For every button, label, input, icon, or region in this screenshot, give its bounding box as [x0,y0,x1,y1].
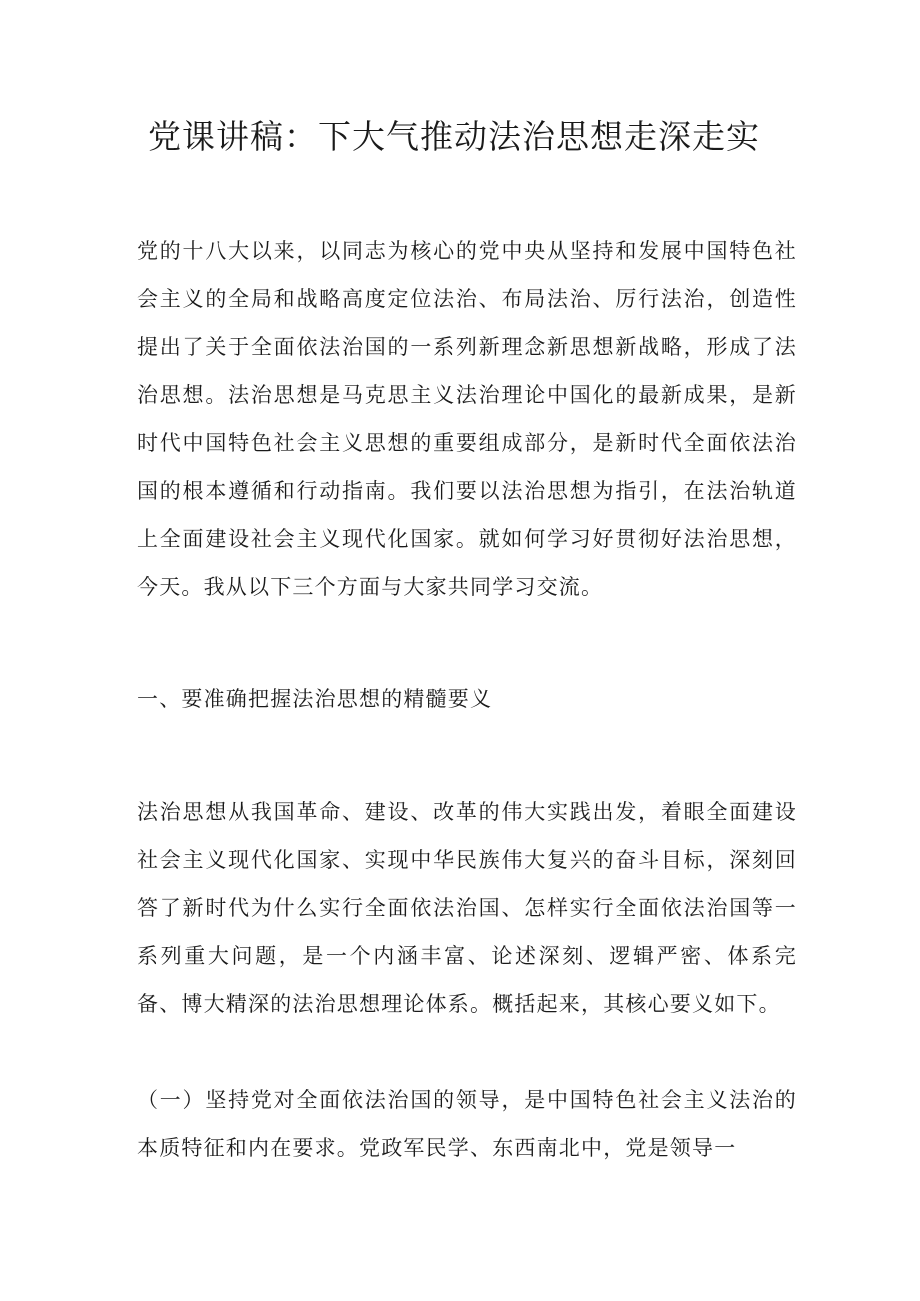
point-one-paragraph: （一）坚持党对全面依法治国的领导，是中国特色社会主义法治的本质特征和内在要求。党政军民学、东西南北中，党是领导一 [137,1088,797,1160]
section-heading: 一、要准确把握法治思想的精髓要义 [137,687,493,711]
document-title: 党课讲稿：下大气推动法治思想走深走实 [148,117,760,156]
intro-paragraph: 党的十八大以来，以同志为核心的党中央从坚持和发展中国特色社会主义的全局和战略高度定位法治、布局法治、厉行法治，创造性提出了关于全面依法治国的一系列新理念新思想新战略，形成了法治思想。法治思想是马克思主义法治理论中国化的最新成果，是新时代中国特色社会主义思想的重要组成部分，是新时代全面依法治国的根本遵循和行动指南。我们要以法治思想为指引，在法治轨道上全面建设社会主义现代化国家。就如何学习好贯彻好法治思想，今天。我从以下三个方面与大家共同学习交流。 [137,239,797,599]
section-paragraph: 法治思想从我国革命、建设、改革的伟大实践出发，着眼全面建设社会主义现代化国家、实现中华民族伟大复兴的奋斗目标，深刻回答了新时代为什么实行全面依法治国、怎样实行全面依法治国等一系列重大问题，是一个内涵丰富、论述深刻、逻辑严密、体系完备、博大精深的法治思想理论体系。概括起来，其核心要义如下。 [137,800,797,1016]
